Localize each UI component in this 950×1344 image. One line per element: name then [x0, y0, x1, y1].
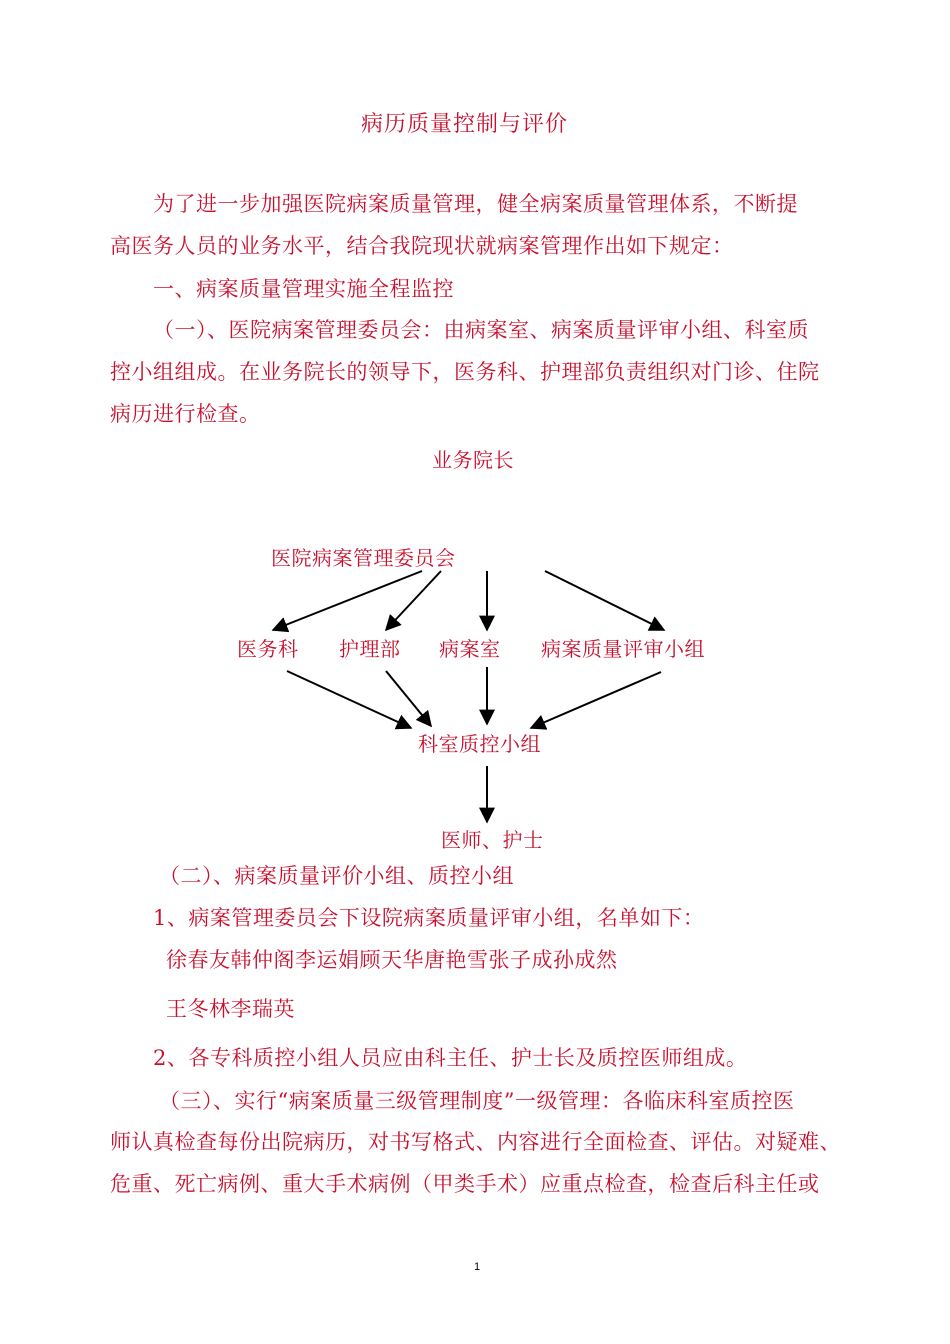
arrow-nursing-to-qc	[386, 671, 431, 726]
arrow-committee-to-review	[545, 571, 664, 630]
subsection-1-line-3: 病历进行检查。	[110, 402, 261, 426]
org-node-vice-president: 业务院长	[432, 448, 514, 472]
committee-names-line-2: 王冬林李瑞英	[166, 997, 295, 1021]
org-node-qc-group: 科室质控小组	[418, 732, 541, 756]
subsection-3-line-3: 危重、死亡病例、重大手术病例（甲类手术）应重点检查，检查后科主任或	[110, 1172, 820, 1196]
document-title: 病历质量控制与评价	[361, 112, 569, 137]
subsection-2-heading: （二）、病案质量评价小组、质控小组	[159, 864, 514, 888]
page-number: 1	[474, 1261, 481, 1273]
list-item-1: 1、病案管理委员会下设院病案质量评审小组，名单如下：	[153, 906, 705, 930]
org-node-medical-affairs: 医务科	[237, 637, 299, 661]
subsection-1-line-2: 控小组组成。在业务院长的领导下，医务科、护理部负责组织对门诊、住院	[110, 360, 820, 384]
section-1-heading: 一、病案质量管理实施全程监控	[153, 277, 454, 301]
subsection-1-line-1: （一）、医院病案管理委员会：由病案室、病案质量评审小组、科室质	[153, 318, 809, 342]
org-node-nursing-dept: 护理部	[339, 637, 401, 661]
list-item-2: 2、各专科质控小组人员应由科主任、护士长及质控医师组成。	[153, 1046, 748, 1070]
org-node-doctors-nurses: 医师、护士	[441, 828, 544, 852]
org-node-committee: 医院病案管理委员会	[271, 546, 456, 570]
org-node-review-group: 病案质量评审小组	[541, 637, 705, 661]
intro-line-2: 高医务人员的业务水平，结合我院现状就病案管理作出如下规定：	[110, 234, 734, 258]
subsection-3-line-2: 师认真检查每份出院病历，对书写格式、内容进行全面检查、评估。对疑难、	[110, 1130, 841, 1154]
arrow-committee-to-medical	[273, 571, 422, 630]
arrow-committee-to-nursing	[386, 571, 441, 630]
committee-names-line-1: 徐春友韩仲阁李运娟顾天华唐艳雪张子成孙成然	[166, 948, 618, 972]
arrow-review-to-qc	[531, 672, 661, 728]
org-node-records-room: 病案室	[439, 637, 501, 661]
intro-line-1: 为了进一步加强医院病案质量管理，健全病案质量管理体系，不断提	[153, 192, 798, 216]
subsection-3-line-1: （三）、实行“病案质量三级管理制度”一级管理：各临床科室质控医	[159, 1089, 795, 1113]
